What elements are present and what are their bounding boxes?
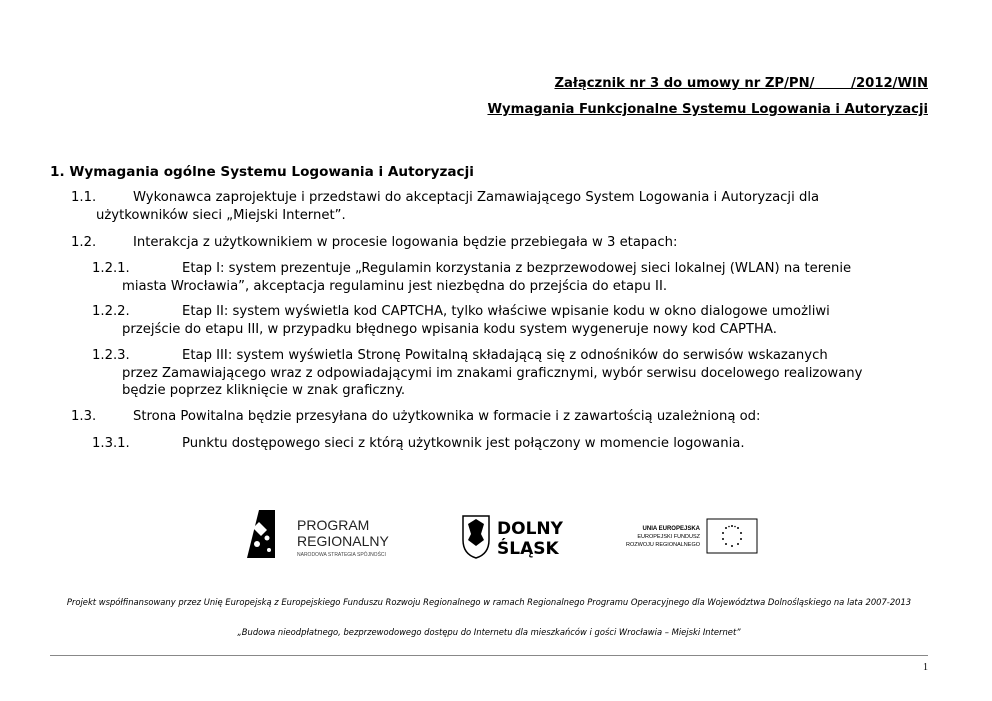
list-item xyxy=(71,189,928,224)
document-title: Wymagania Funkcjonalne Systemu Logowania i Autoryzacji xyxy=(487,102,928,117)
eu-flag-icon xyxy=(707,519,757,553)
item-text: Etap II: system wyświetla kod CAPTCHA, tylko właściwe wpisanie kodu w okno dialogowe umożliwi xyxy=(182,304,830,319)
item-text: Etap I: system prezentuje „Regulamin korzystania z bezprzewodowej sieci lokalnej (WLAN) na terenie xyxy=(182,261,852,276)
item-text: Wykonawca zaprojektuje i przedstawi do akceptacji Zamawiającego System Logowania i Autoryzacji dla xyxy=(133,190,820,205)
list-item xyxy=(92,303,928,338)
program-sub: NARODOWA STRATEGIA SPÓJNOŚCI xyxy=(297,552,386,558)
dolny-line2: ŚLĄSK xyxy=(497,539,559,559)
eu-line3: ROZWOJU REGIONALNEGO xyxy=(626,542,700,548)
program-line1: PROGRAM xyxy=(297,517,370,533)
section-number: 1. xyxy=(50,164,65,180)
item-number: 1.2.3. xyxy=(92,348,130,363)
footer-cofinancing-note: Projekt współfinansowany przez Unię Europejską z Europejskiego Funduszu Rozwoju Regionalnego w ramach Regionalnego Programu Operacyjnego dla Województwa Dolnośląskiego na lata 2007-2013 xyxy=(66,597,912,607)
item-number: 1.3.1. xyxy=(92,436,130,451)
logo-strip xyxy=(245,508,765,560)
page-number: 1 xyxy=(923,662,928,673)
section-title: Wymagania ogólne Systemu Logowania i Autoryzacji xyxy=(69,164,474,180)
annex-title: Załącznik nr 3 do umowy nr ZP/PN/ /2012/WIN xyxy=(554,76,928,91)
item-number: 1.1. xyxy=(71,190,97,205)
item-text: Punktu dostępowego sieci z którą użytkownik jest połączony w momencie logowania. xyxy=(182,436,745,451)
footer-project-title: „Budowa nieodpłatnego, bezprzewodowego dostępu do Internetu dla mieszkańców i gości Wrocławia – Miejski Internet” xyxy=(237,627,741,637)
footer-divider xyxy=(50,655,928,656)
item-text: Strona Powitalna będzie przesyłana do użytkownika w formacie i z zawartością uzależnioną od: xyxy=(133,409,761,424)
program-regionalny-logo-icon xyxy=(247,510,275,558)
program-line2: REGIONALNY xyxy=(297,533,389,549)
item-number: 1.2. xyxy=(71,235,97,250)
item-number: 1.2.1. xyxy=(92,261,130,276)
eu-line1: UNIA EUROPEJSKA xyxy=(642,526,700,532)
item-text: Interakcja z użytkownikiem w procesie logowania będzie przebiegała w 3 etapach: xyxy=(133,235,678,250)
item-text-continued: miasta Wrocławia”, akceptacja regulaminu jest niezbędna do przejścia do etapu II. xyxy=(122,278,668,294)
item-text: Etap III: system wyświetla Stronę Powitalną składającą się z odnośników do serwisów wskazanych xyxy=(182,348,828,363)
item-number: 1.3. xyxy=(71,409,97,424)
list-item xyxy=(71,408,928,426)
list-item xyxy=(92,347,928,400)
logos-svg xyxy=(245,508,765,560)
list-item xyxy=(71,234,928,252)
section-heading xyxy=(50,164,474,180)
item-text-continued: użytkowników sieci „Miejski Internet”. xyxy=(96,207,346,223)
list-item xyxy=(92,260,928,295)
dolny-line1: DOLNY xyxy=(497,519,563,539)
list-item xyxy=(92,435,928,453)
item-text-continued: przejście do etapu III, w przypadku błędnego wpisania kodu system wygeneruje nowy kod CAPTHA. xyxy=(122,321,777,337)
item-text-continued: przez Zamawiającego wraz z odpowiadającymi im znakami graficznymi, wybór serwisu docelowego realizowany xyxy=(122,365,863,381)
item-text-continued: będzie poprzez kliknięcie w znak graficzny. xyxy=(122,383,406,398)
eu-line2: EUROPEJSKI FUNDUSZ xyxy=(637,534,700,540)
coat-of-arms-icon xyxy=(463,516,489,558)
item-number: 1.2.2. xyxy=(92,304,130,319)
